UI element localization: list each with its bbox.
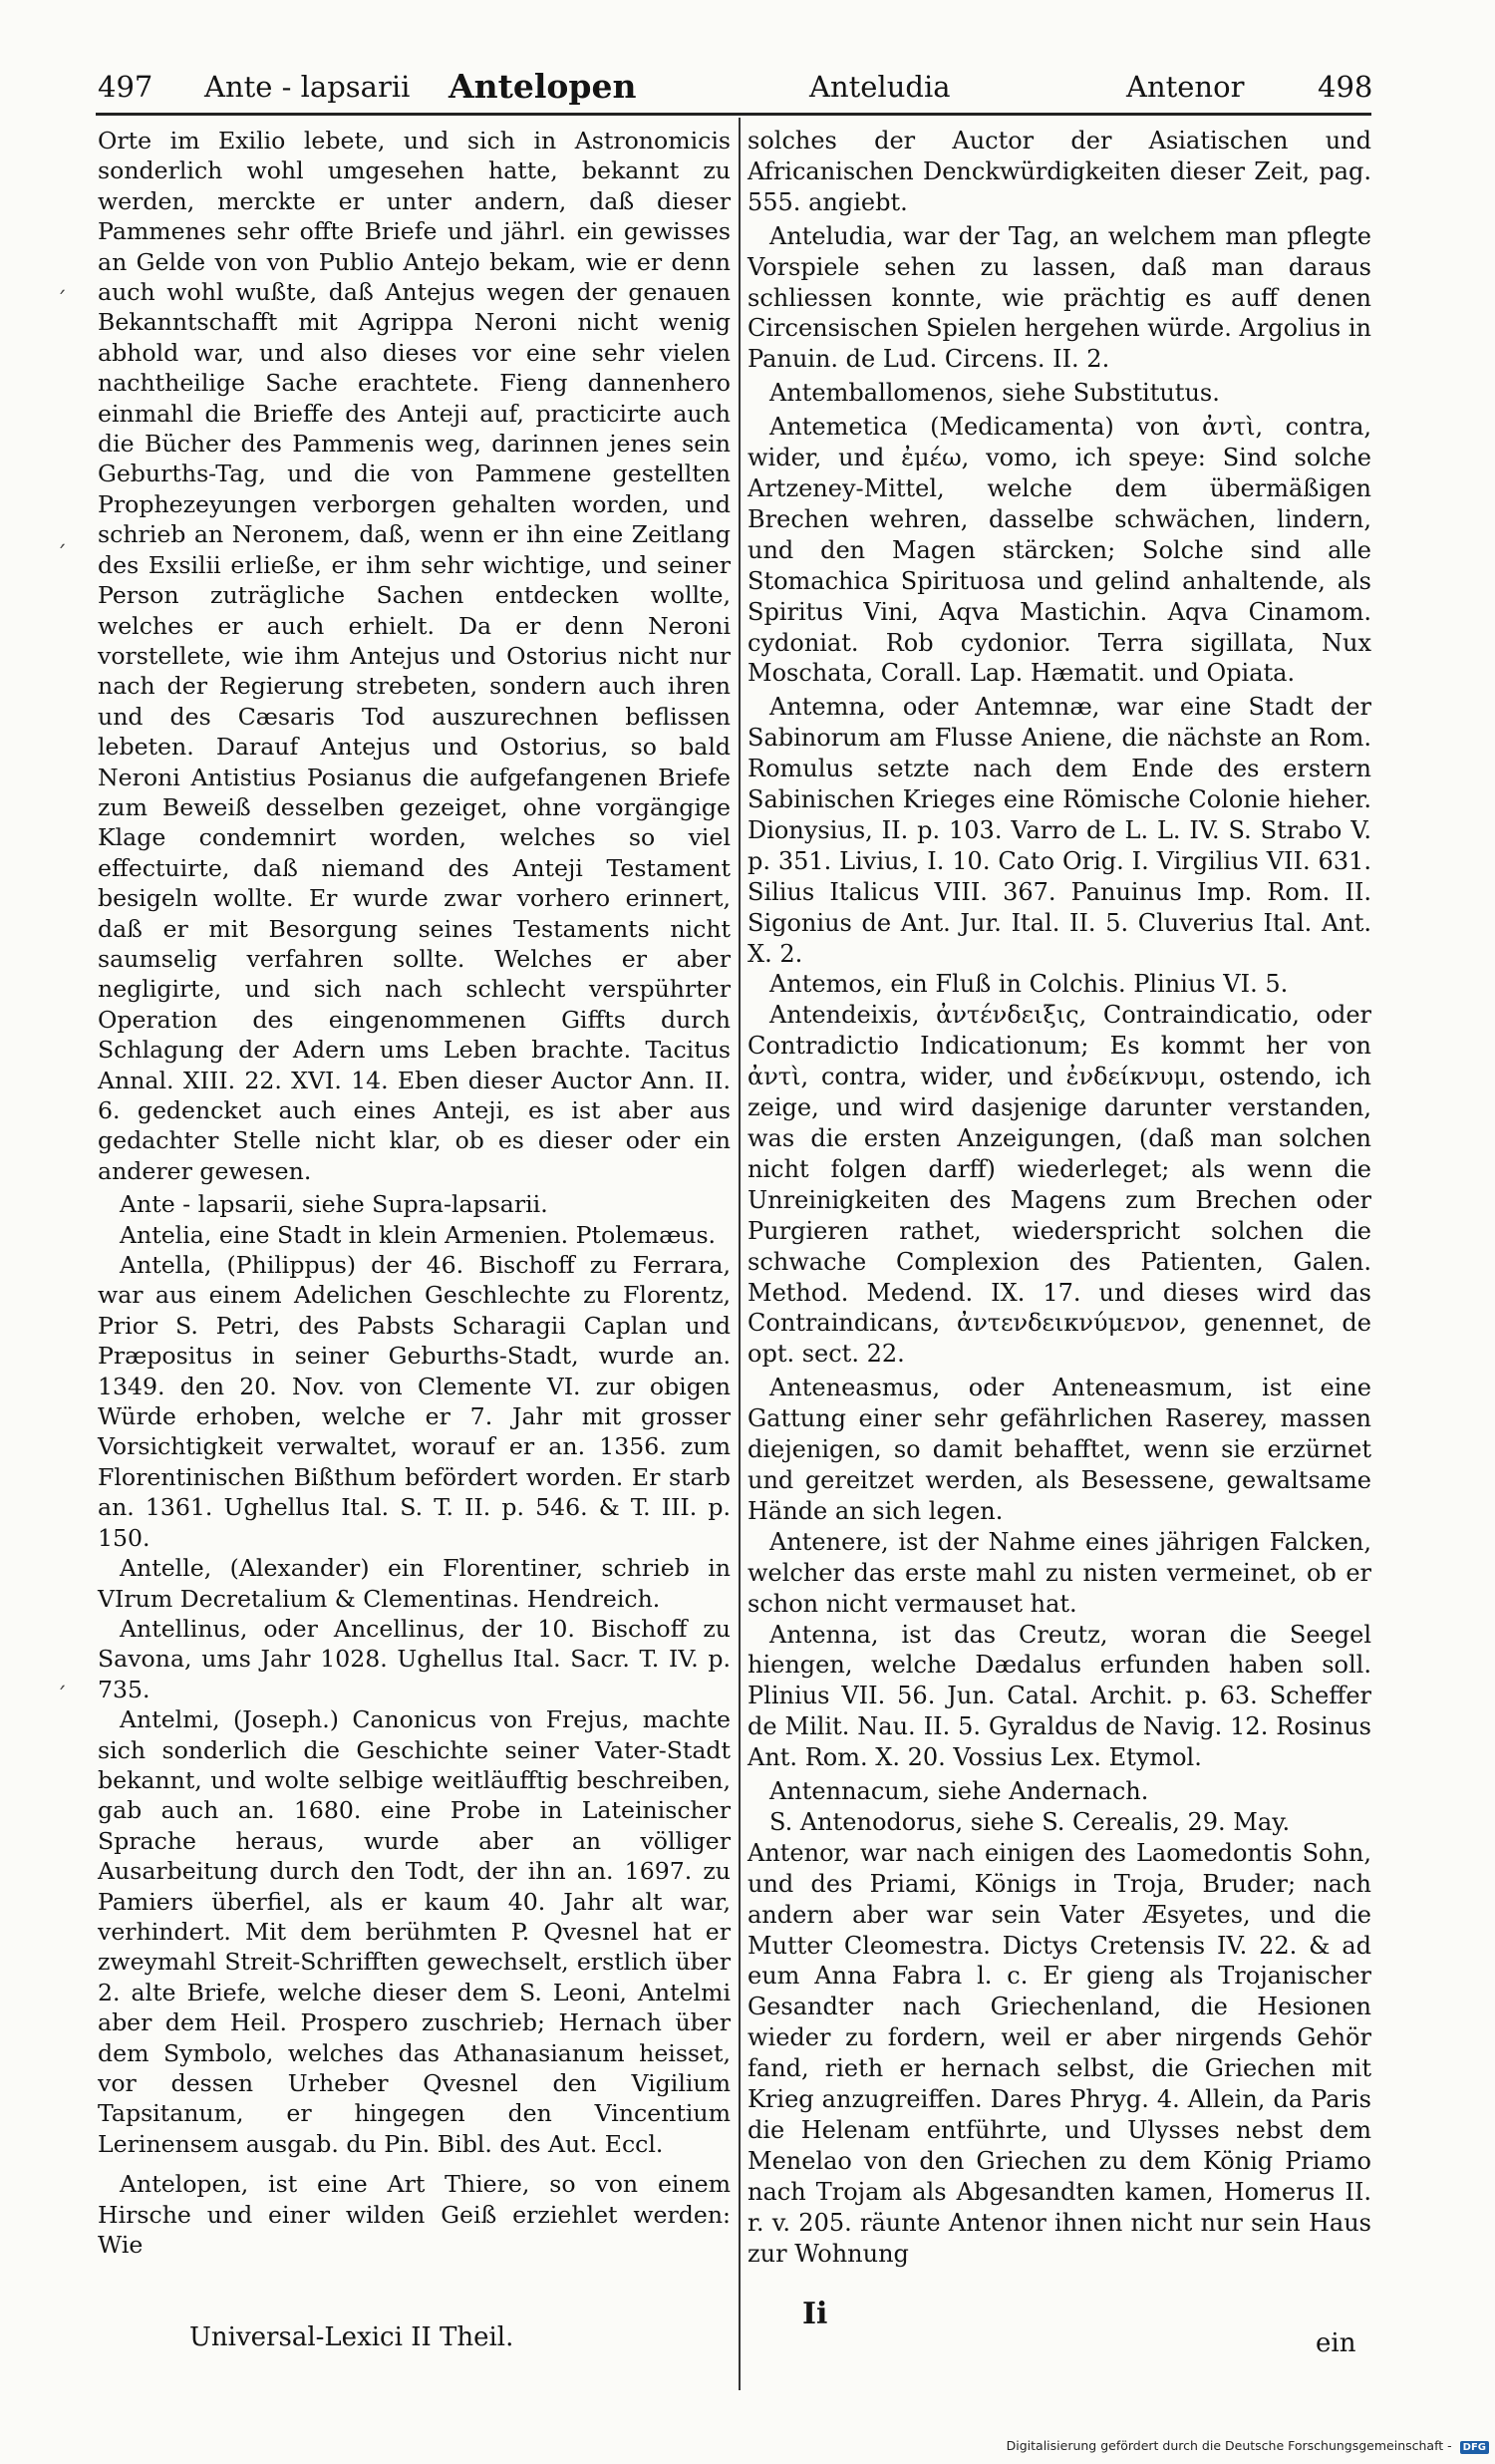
entry-text: Antellinus, oder Ancellinus, der 10. Bischoff zu Savona, ums Jahr 1028. Ughellus Ital. Sacr. T. IV. p. 735. xyxy=(98,1614,731,1703)
entry-text: Antenna, ist das Creutz, woran die Seegel hiengen, welche Dædalus erfunden haben soll. Plinius VII. 56. Jun. Catal. Archit. p. 63. Scheffer de Milit. Nau. II. 5. Gyraldus de Navig. 12. Rosinus Ant. Rom. X. 20. Vossius Lex. Etymol. xyxy=(748,1620,1371,1772)
entry-text: Antennacum, siehe Andernach. xyxy=(769,1777,1149,1806)
entry-text: Antendeixis, ἀντένδειξις, Contraindicatio, oder Contradictio Indicationum; Es kommt her von ἀντὶ, contra, wider, und ἐνδείκνυμι, ostendo, ich zeige, und wird dasjenige darunter verstanden, was die ersten Anzeigungen, (daß man solchen nicht folgen darff) wiederleget; als wenn die Unreinigkeiten des Magens zum Brechen oder Purgieren rathet, wiederspricht solchen die schwache Complexion des Patienten, Galen. Method. Medend. IX. 17. und dieses wird das Contraindicans, ἀντενδεικνύμενον, genennet, de opt. sect. 22. xyxy=(748,1001,1371,1369)
entry-text: Antella, (Philippus) der 46. Bischoff zu Ferrara, war aus einem Adelichen Geschlechte zu Florentz, Prior S. Petri, des Pabsts Scharagii Caplan und Præpositus in seiner Geburths-Stadt, wurde an. 1349. den 20. Nov. von Clemente VI. zur obigen Würde erhoben, welche er 7. Jahr mit grosser Vorsichtigkeit verwaltet, worauf er an. 1356. zum Florentinischen Bißthum befördert worden. Er starb an. 1361. Ughellus Ital. S. T. II. p. 546. & T. III. p. 150. xyxy=(98,1251,731,1552)
running-head-center-left: Antelopen xyxy=(448,67,637,106)
entry-text: Antenere, ist der Nahme eines jährigen Falcken, welcher das erste mahl zu nisten vermeinet, ob er schon nicht vermauset hat. xyxy=(748,1527,1371,1618)
page-number-left: 497 xyxy=(98,70,153,104)
left-column xyxy=(98,126,731,2260)
running-head-right: Antenor xyxy=(1126,70,1245,104)
right-column xyxy=(748,126,1371,2270)
running-head-center-right: Anteludia xyxy=(809,70,951,104)
entry-text: Antelmi, (Joseph.) Canonicus von Frejus, machte sich sonderlich die Geschichte seiner Vater-Stadt bekannt, und wolte selbige weitläufftig beschreiben, gab auch an. 1680. eine Probe in Lateinischer Sprache heraus, wurde aber an völliger Ausarbeitung durch den Todt, der ihn an. 1697. zu Pamiers überfiel, als er kaum 40. Jahr alt war, verhindert. Mit dem berühmten P. Qvesnel hat er zweymahl Streit-Schrifften gewechselt, erstlich über 2. alte Briefe, welche dieser dem S. Leoni, Antelmi aber dem Heil. Prospero zuschrieb; Hernach über dem Symbolo, welches das Athanasianum heisset, vor dessen Urheber Qvesnel den Vigilium Tapsitanum, er hingegen den Vincentium Lerinensem ausgab. du Pin. Bibl. des Aut. Eccl. xyxy=(98,1705,731,2158)
header-rule xyxy=(96,113,1371,116)
entry-text: Anteludia, war der Tag, an welchem man pflegte Vorspiele sehen zu lassen, daß man daraus schliessen konnte, wie prächtig es auff denen Circensischen Spielen hergehen würde. Argolius in Panuin. de Lud. Circens. II. 2. xyxy=(748,221,1372,374)
entry-text: Antenor, war nach einigen des Laomedontis Sohn, und des Priami, Königs in Troja, Bruder; nach andern aber war sein Vater Æsyetes, und die Mutter Cleomestra. Dictys Cretensis IV. 22. & ad eum Anna Fabra l. c. Er gieng als Trojanischer Gesandter nach Griechenland, die Hesionen wieder zu fordern, weil er aber nirgends Gehör fand, rieth er hernach selbst, die Griechen mit Krieg anzugreiffen. Dares Phryg. 4. Allein, da Paris die Helenam entführte, und Ulysses nebst dem Menelao von den Griechen zu dem König Priamo nach Trojam als Abgesandten kamen, Homerus II. r. v. 205. räunte Antenor ihnen nicht nur sein Haus zur Wohnung xyxy=(748,1838,1371,2268)
dfg-logo: DFG xyxy=(1460,2441,1489,2454)
page-number-right: 498 xyxy=(1318,70,1373,104)
signature-label: Universal-Lexici II Theil. xyxy=(189,2322,514,2352)
entry-text: Antelle, (Alexander) ein Florentiner, schrieb in VIrum Decretalium & Clementinas. Hendreich. xyxy=(98,1554,731,1613)
entry-text: Ante - lapsarii, siehe Supra-lapsarii. xyxy=(120,1190,548,1219)
entry-text: Antemos, ein Fluß in Colchis. Plinius VI. 5. xyxy=(769,970,1289,999)
entry-text: Antemballomenos, siehe Substitutus. xyxy=(769,379,1220,408)
signature-line xyxy=(189,2322,513,2352)
margin-mark: ´ xyxy=(56,289,67,314)
digitization-credit xyxy=(1007,2438,1489,2454)
entry-text: Anteneasmus, oder Anteneasmum, ist eine Gattung einer sehr gefährlichen Raserey, massen diejenigen, so damit behafftet, wenn sie erzürnet und gereitzet werden, als Besessene, gewaltsame Hände an sich legen. xyxy=(748,1374,1371,1525)
margin-mark: ´ xyxy=(56,543,67,568)
entry-text: Antelia, eine Stadt in klein Armenien. Ptolemæus. xyxy=(120,1220,717,1249)
catchword: ein xyxy=(1316,2328,1356,2358)
entry-text: Antelopen, ist eine Art Thiere, so von einem Hirsche und einer wilden Geiß erziehlet werden: Wie xyxy=(98,2170,731,2260)
column-divider xyxy=(739,118,741,2390)
sheet-signature: Ii xyxy=(802,2297,828,2331)
entry-text: Antemetica (Medicamenta) von ἀντὶ, contra, wider, und ἐμέω, vomo, ich speye: Sind solche Artzeney-Mittel, welche dem übermäßigen Brechen wehren, dasselbe schwächen, lindern, und den Magen stärcken; Solche sind alle Stomachica Spirituosa und gelind anhaltende, als Spiritus Vini, Aqva Mastichin. Aqva Cinamom. cydoniat. Rob cydonior. Terra sigillata, Nux Moschata, Corall. Lap. Hæmatit. und Opiata. xyxy=(748,413,1371,688)
margin-mark: ´ xyxy=(56,1685,67,1709)
running-head-left: Ante - lapsarii xyxy=(204,70,411,104)
credit-text: Digitalisierung gefördert durch die Deutsche Forschungsgemeinschaft - xyxy=(1006,2438,1452,2453)
entry-text: S. Antenodorus, siehe S. Cerealis, 29. May. xyxy=(769,1807,1291,1836)
entry-text: Orte im Exilio lebete, und sich in Astronomicis sonderlich wohl umgesehen hatte, bekannt zu werden, merckte er unter andern, daß dieser Pammenes sehr offte Briefe und jährl. ein gewisses an Gelde von von Publio Antejo bekam, wie er denn auch wohl wußte, daß Antejus wegen der genauen Bekanntschafft mit Agrippa Neroni nicht wenig abhold war, und also dieses vor eine sehr vielen nachtheilige Sache erachtete. Fieng dannenhero einmahl die Brieffe des Anteji auf, practicirte auch die Bücher des Pammenis weg, darinnen jenes sein Geburths-Tag, und die von Pammene gestellten Prophezeyungen verborgen gehalten worden, und schrieb an Neronem, daß, wenn er ihn eine Zeitlang des Exsilii erließe, er ihm sehr wichtige, und seiner Person zuträgliche Sachen entdecken wollte, welches er auch erhielt. Da er denn Neroni vorstellete, wie ihm Antejus und Ostorius nicht nur nach der Regierung strebeten, sondern auch ihren und des Cæsaris Tod auszurechnen beflissen lebeten. Darauf Antejus und Ostorius, so bald Neroni Antistius Posianus die aufgefangenen Briefe zum Beweiß desselben gezeiget, ohne vorgängige Klage condemnirt worden, welches so viel effectuirte, daß niemand des Anteji Testament besigeln wollte. Er wurde zwar vorhero erinnert, daß er mit Besorgung seines Testaments nicht saumselig verfahren sollte. Welches er aber negligirte, und sich nach schlecht verspührter Operation des eingenommenen Giffts durch Schlagung der Adern ums Leben brachte. Tacitus Annal. XIII. 22. XVI. 14. Eben dieser Auctor Ann. II. 6. gedencket auch eines Anteji, es ist aber aus gedachter Stelle nicht klar, ob es dieser oder ein anderer gewesen. xyxy=(98,127,731,1185)
entry-text: Antemna, oder Antemnæ, war eine Stadt der Sabinorum am Flusse Aniene, die nächste an Rom. Romulus setzte nach dem Ende des erstern Sabinischen Krieges eine Römische Colonie hieher. Dionysius, II. p. 103. Varro de L. L. IV. S. Strabo V. p. 351. Livius, I. 10. Cato Orig. I. Virgilius VII. 631. Silius Italicus VIII. 367. Panuinus Imp. Rom. II. Sigonius de Ant. Jur. Ital. II. 5. Cluverius Ital. Ant. X. 2. xyxy=(748,693,1371,968)
entry-text: solches der Auctor der Asiatischen und Africanischen Denckwürdigkeiten dieser Zeit, pag. 555. angiebt. xyxy=(748,127,1371,216)
